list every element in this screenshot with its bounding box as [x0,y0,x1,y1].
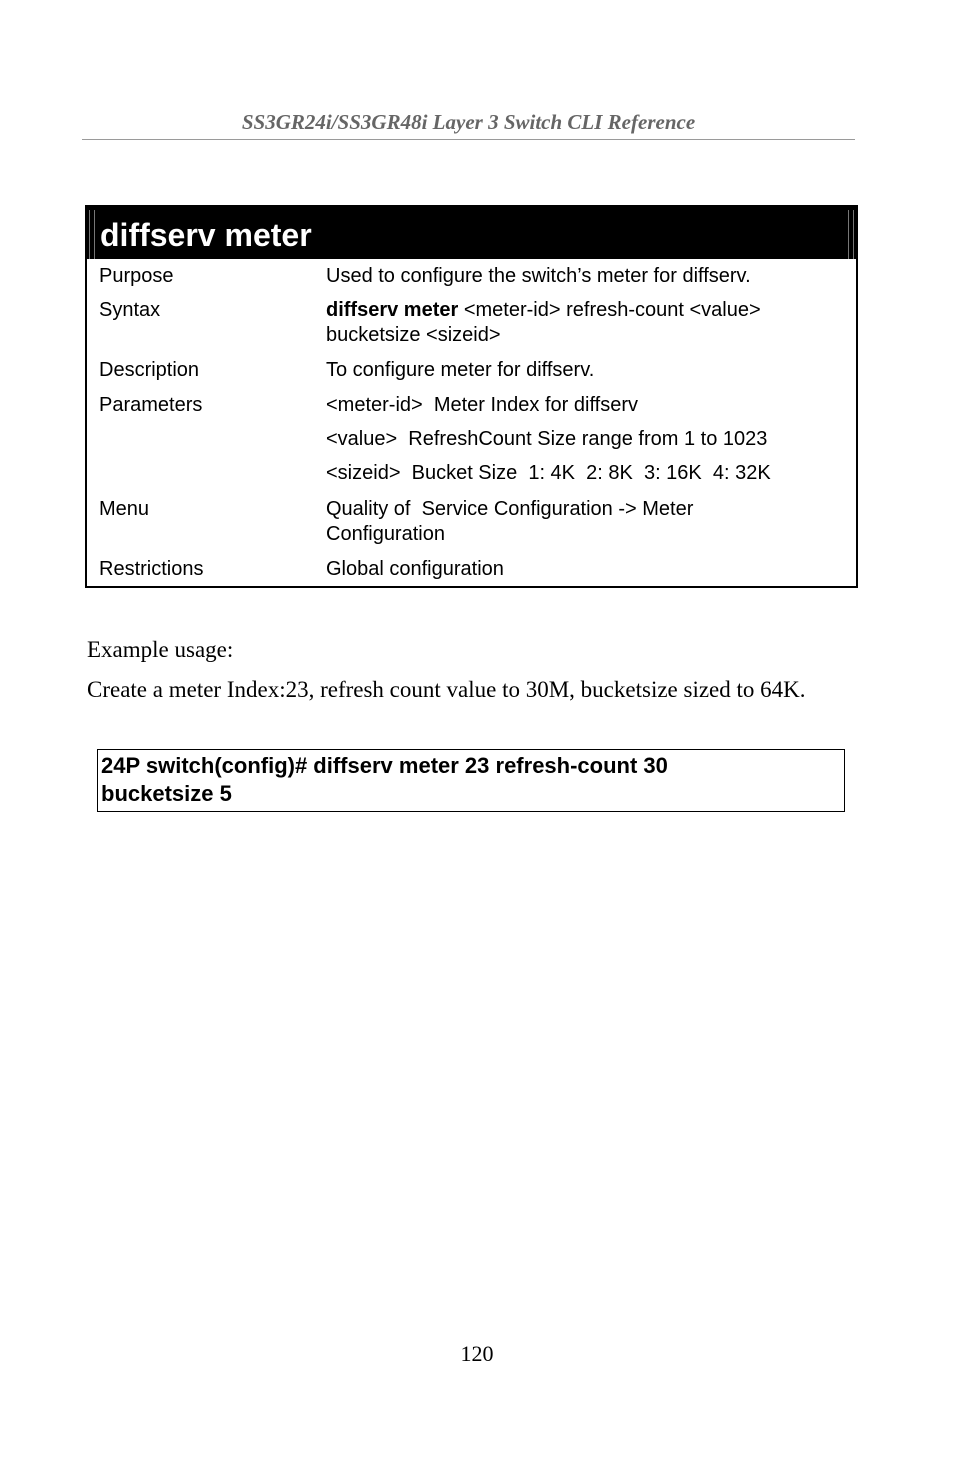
example-code-box [97,749,845,812]
syntax-command: diffserv meter [326,299,459,321]
title-bar-right-edge [848,210,854,259]
menu-label: Menu [99,498,150,520]
syntax-value [326,298,836,348]
command-title-bar [87,207,856,259]
example-heading: Example usage: [87,637,234,662]
syntax-arguments: <meter-id> refresh-count <value> [458,299,761,321]
restrictions-value: Global configuration [326,558,504,580]
command-title: diffserv meter [100,217,312,253]
parameter-meter-id: <meter-id> Meter Index for diffserv [326,394,638,416]
syntax-arguments-continued: bucketsize <sizeid> [326,324,501,346]
parameter-value: <value> RefreshCount Size range from 1 to 1023 [326,428,768,450]
menu-path-continued: Configuration [326,523,445,545]
page-number: 120 [460,1341,494,1366]
header-divider [82,139,855,140]
menu-value [326,497,836,547]
purpose-value: Used to configure the switch’s meter for diffserv. [326,265,751,287]
example-code-line-continued: bucketsize 5 [101,781,232,806]
parameters-label: Parameters [99,394,203,416]
menu-path: Quality of Service Configuration -> Meter [326,498,694,520]
running-header: SS3GR24i/SS3GR48i Layer 3 Switch CLI Reference [241,110,696,134]
parameter-sizeid: <sizeid> Bucket Size 1: 4K 2: 8K 3: 16K 4: 32K [326,462,771,484]
example-description: Create a meter Index:23, refresh count value to 30M, bucketsize sized to 64K. [87,677,806,702]
example-code-line: 24P switch(config)# diffserv meter 23 refresh-count 30 [101,753,668,778]
purpose-label: Purpose [99,265,174,287]
description-label: Description [99,359,200,381]
syntax-label: Syntax [99,299,161,321]
restrictions-label: Restrictions [99,558,204,580]
command-table [85,205,858,588]
description-value: To configure meter for diffserv. [326,359,595,381]
title-bar-left-edge [89,210,95,259]
